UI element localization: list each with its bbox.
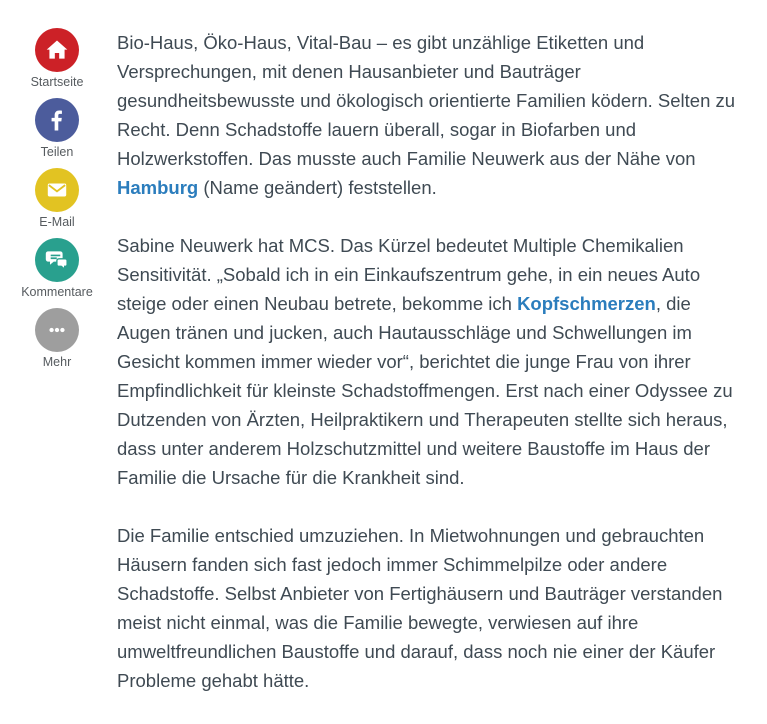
share-label-teilen: Teilen [40,145,74,159]
home-button[interactable] [35,28,79,72]
share-item-email[interactable] [35,168,79,230]
share-label-email: E-Mail [39,215,75,229]
share-label-kommentare: Kommentare [21,285,93,299]
facebook-share-button[interactable] [35,98,79,142]
email-share-button[interactable] [35,168,79,212]
paragraph-1-text: Bio-Haus, Öko-Haus, Vital-Bau – es gibt unzählige Etiketten und Versprechungen, mit denen Hausanbieter und Bauträger gesundheitsbewusste und ökologisch orientierte Familien ködern. Selten zu Recht. Denn Schadstoffe lauern überall, sogar in Biofarben und Holzwerkstoffen. Das musste auch Familie Neuwerk aus der Nähe von [117,32,736,169]
share-sidebar [0,28,114,724]
paragraph-2-text-after: , die Augen tränen und jucken, auch Hautausschläge und Schwellungen im Gesicht kommen immer wieder vor“, berichtet die junge Frau von ihrer Empfindlichkeit für kleinste Schadstoffmengen. Erst nach einer Odyssee zu Dutzenden von Ärzten, Heilpraktikern und Therapeuten stellte sich heraus, dass unter anderem Holzschutzmittel und weitere Baustoffe im Haus der Familie die Ursache für die Krankheit sind. [117,293,733,488]
ellipsis-icon [44,317,70,343]
comments-button[interactable] [35,238,79,282]
paragraph-1 [117,28,747,202]
kopfschmerzen-link[interactable]: Kopfschmerzen [517,293,656,314]
article-body [117,28,747,724]
share-item-teilen[interactable] [35,98,79,160]
share-item-kommentare[interactable] [21,238,93,300]
facebook-icon [43,106,71,134]
share-item-startseite[interactable] [31,28,84,90]
paragraph-2-text: Sabine Neuwerk hat MCS. Das Kürzel bedeutet Multiple Chemikalien Sensitivität. „Sobald ich in ein Einkaufszentrum gehe, in ein neues Auto steige oder einen Neubau betrete, bekomme ich [117,235,701,314]
share-label-mehr: Mehr [42,355,72,369]
comments-icon [43,246,71,274]
more-button[interactable] [35,308,79,352]
envelope-icon [44,177,70,203]
home-icon [44,37,70,63]
hamburg-link[interactable]: Hamburg [117,177,199,198]
paragraph-2 [117,231,747,492]
paragraph-3 [117,521,747,695]
paragraph-3-text: Die Familie entschied umzuziehen. In Mietwohnungen und gebrauchten Häusern fanden sich fast jedoch immer Schimmelpilze oder andere Schadstoffe. Selbst Anbieter von Fertighäusern und Bauträger verstanden meist nicht einmal, was die Familie bewegte, verwiesen auf ihre umweltfreundlichen Baustoffe und darauf, dass noch nie einer der Käufer Probleme gehabt hätte. [117,525,723,691]
paragraph-1-text-after: (Name geändert) feststellen. [198,177,437,198]
share-item-mehr[interactable] [35,308,79,370]
share-label-startseite: Startseite [30,75,84,89]
